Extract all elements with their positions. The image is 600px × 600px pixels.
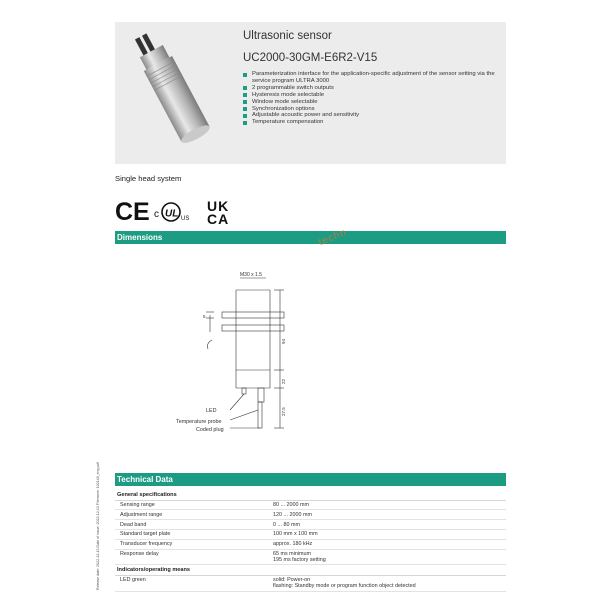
certification-marks [115,197,255,225]
row-label: Sensing range [120,501,155,508]
release-info: Release date: 2022-12-13 Date of issue: 2022-12-13 Filename: 102148_eng.pdf [96,462,100,590]
row-value: 0 ... 80 mm [273,521,300,528]
ukca-top-text: UK [207,198,230,214]
ukca-bottom-text: CA [207,211,230,225]
row-label: Transducer frequency [120,541,173,548]
feature-item: Hysteresis mode selectable [243,92,498,99]
dim-22-label: 22 [281,378,286,384]
feature-item: Synchronization options [243,106,498,113]
row-value: 120 ... 2000 mm [273,511,312,518]
row-value: 65 ms minimum 195 ms factory setting [273,550,326,563]
technical-data-table [115,490,506,592]
feature-list [243,71,498,126]
table-row [115,550,506,566]
table-row [115,540,506,550]
table-row [115,501,506,511]
ul-us-text: US [181,216,190,222]
dimensions-section-header: Dimensions [115,231,506,244]
sensor-product-image [125,28,230,158]
row-label: Response delay [120,550,159,557]
temperature-probe-label: Temperature probe [176,419,222,425]
row-label: Dead band [120,521,147,528]
feature-item: Temperature compensation [243,119,498,126]
row-label: Adjustment range [120,511,163,518]
feature-item: Parameterization interface for the application-specific adjustment of the sensor setting via the service program ULTRA 3000 [243,71,498,85]
row-value: 100 mm x 100 mm [273,531,318,538]
row-value: approx. 180 kHz [273,541,313,548]
table-row [115,576,506,592]
product-type: Ultrasonic sensor [243,30,332,42]
product-model: UC2000-30GM-E6R2-V15 [243,52,378,64]
feature-item: Window mode selectable [243,99,498,106]
row-value: 80 ... 2000 mm [273,501,309,508]
ce-mark-icon: CE [115,198,150,225]
watermark-text: techn [317,226,349,249]
system-label: Single head system [115,174,182,183]
coded-plug-label: Coded plug [196,427,224,433]
thread-label: M30 x 1.5 [240,272,262,278]
row-value: solid: Power-on flashing: Standby mode or program function object detected [273,577,416,590]
dim-27-5-label: 27.5 [281,407,286,416]
feature-item: Adjustable acoustic power and sensitivity [243,112,498,119]
table-row [115,530,506,540]
led-label: LED [206,408,217,414]
ul-mark-text: UL [165,208,179,220]
feature-item: 2 programmable switch outputs [243,85,498,92]
dim-94-label: 94 [281,338,286,344]
general-specifications-heading: General specifications [115,490,506,501]
indicators-heading: Indicators/operating means [115,565,506,576]
dim-5-label: 5 [203,314,206,319]
technical-data-section-header: Technical Data [115,473,506,486]
product-header [115,22,506,164]
row-label: Standard target plate [120,531,171,538]
table-row [115,510,506,520]
table-row [115,520,506,530]
row-label: LED green [120,577,146,584]
ul-c-text: c [154,209,159,220]
dimension-drawing [170,270,330,440]
